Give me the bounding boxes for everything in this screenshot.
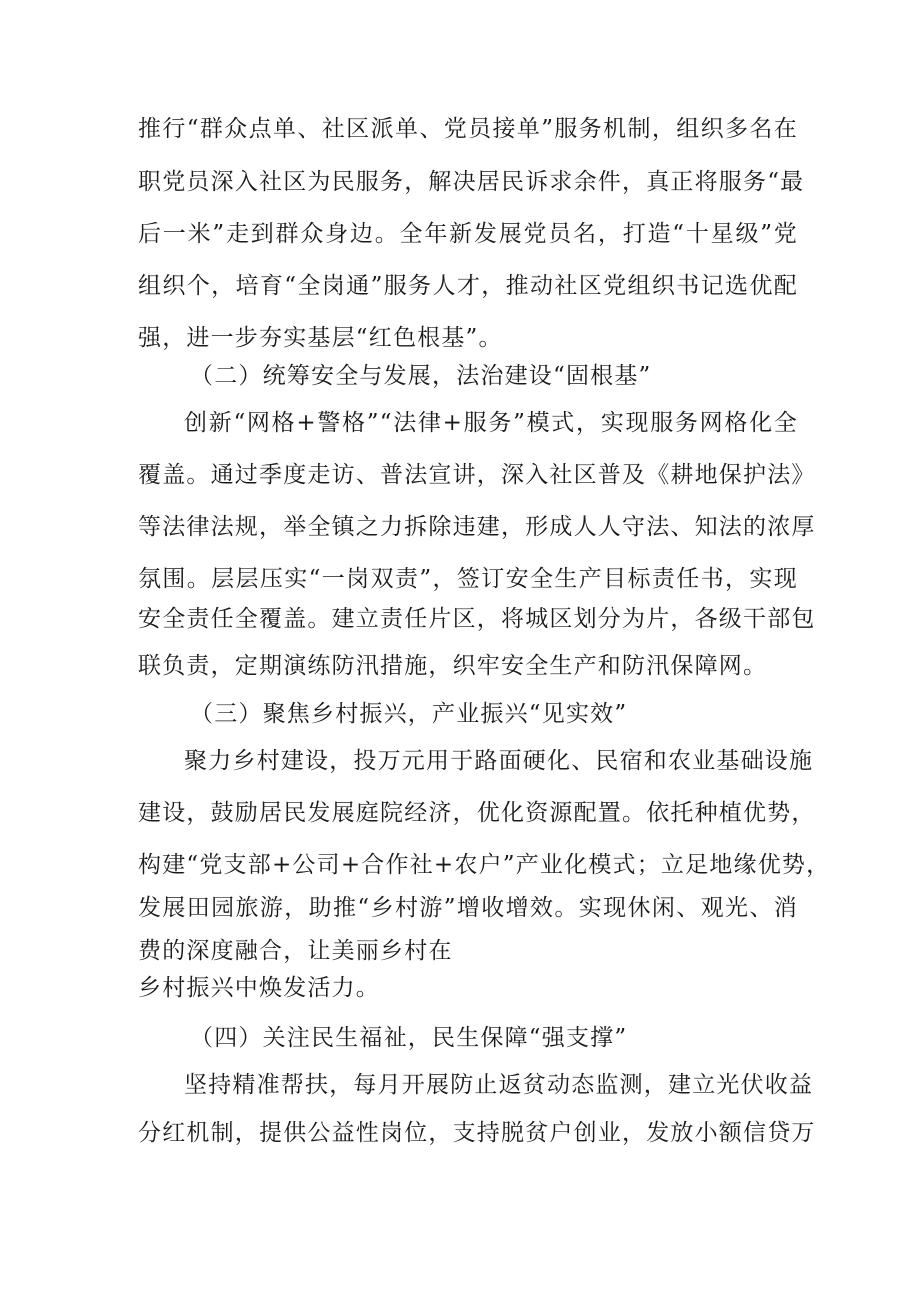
paragraph-1-line-4: 组织个，培育“全岗通”服务人才，推动社区党组织书记选优配 <box>138 273 798 299</box>
paragraph-3-line-6: 乡村振兴中焕发活力。 <box>138 975 380 1001</box>
paragraph-1-line-5: 强，进一步夯实基层“红色根基”。 <box>138 325 503 351</box>
paragraph-4-line-2: 分红机制，提供公益性岗位，支持脱贫户创业，发放小额信贷万 <box>138 1120 816 1146</box>
section-heading-2: （二）统筹安全与发展，法治建设“固根基” <box>190 363 652 389</box>
paragraph-2-line-2: 覆盖。通过季度走访、普法宣讲，深入社区普及《耕地保护法》 <box>138 462 816 488</box>
section-heading-3: （三）聚焦乡村振兴，产业振兴“见实效” <box>190 701 628 727</box>
paragraph-3-line-2: 建设，鼓励居民发展庭院经济，优化资源配置。依托种植优势， <box>138 800 816 826</box>
paragraph-3-line-4: 发展田园旅游，助推“乡村游”增收增效。实现休闲、观光、消 <box>138 895 798 921</box>
paragraph-2-line-1: 创新“网格+警格”“法律+服务”模式，实现服务网格化全 <box>184 410 798 436</box>
paragraph-3-line-3: 构建“党支部+公司+合作社+农户”产业化模式；立足地缘优势， <box>138 852 831 878</box>
paragraph-2-line-3: 等法律法规，举全镇之力拆除违建，形成人人守法、知法的浓厚 <box>138 514 816 540</box>
paragraph-2-line-5: 安全责任全覆盖。建立责任片区，将城区划分为片，各级干部包 <box>138 606 816 632</box>
paragraph-3-line-5: 费的深度融合，让美丽乡村在 <box>138 938 453 964</box>
paragraph-1-line-2: 职党员深入社区为民服务，解决居民诉求余件，真正将服务“最 <box>138 169 805 195</box>
paragraph-4-line-1: 坚持精准帮扶，每月开展防止返贫动态监测，建立光伏收益 <box>184 1072 814 1098</box>
paragraph-1-line-3: 后一米”走到群众身边。全年新发展党员名，打造“十星级”党 <box>138 221 798 247</box>
paragraph-3-line-1: 聚力乡村建设，投万元用于路面硬化、民宿和农业基础设施 <box>184 748 814 774</box>
paragraph-2-line-4: 氛围。层层压实“一岗双责”，签订安全生产目标责任书，实现 <box>138 566 798 592</box>
section-heading-4: （四）关注民生福祉，民生保障“强支撑” <box>190 1025 628 1051</box>
paragraph-1-line-1: 推行“群众点单、社区派单、党员接单”服务机制，组织多名在 <box>138 116 798 142</box>
paragraph-2-line-6: 联负责，定期演练防汛措施，织牢安全生产和防汛保障网。 <box>138 653 768 679</box>
